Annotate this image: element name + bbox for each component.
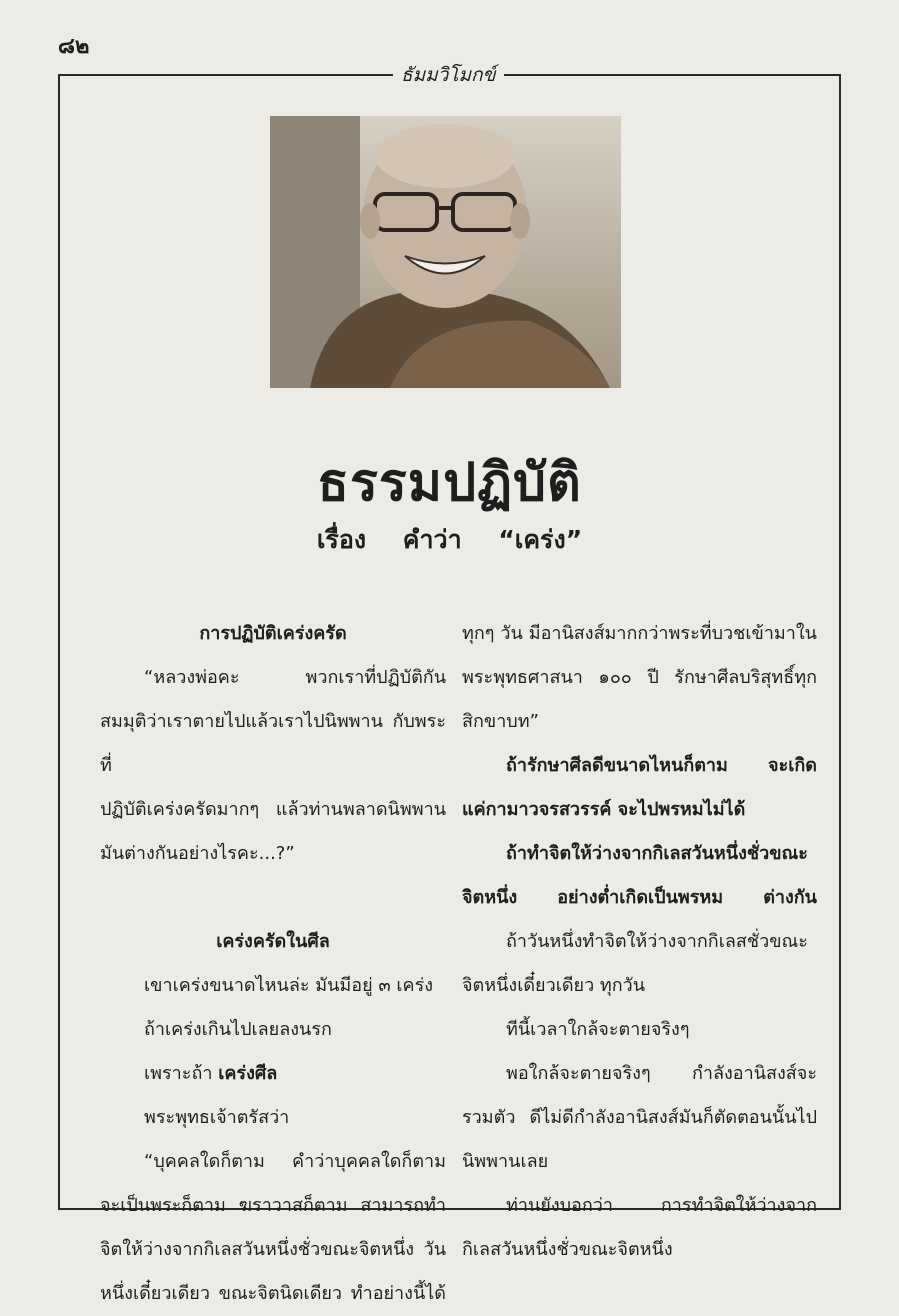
article-subtitle [58,520,841,560]
article-title: ธรรมปฏิบัติ [317,452,582,513]
running-head: ธัมมวิโมกข์ [393,60,504,90]
left-column [100,612,446,1316]
section-heading-2: เคร่งครัดในศีล [216,931,330,952]
right-line: ทีนี้เวลาใกล้จะตายจริงๆ [506,1019,690,1040]
right-line: รวมตัว ดีไม่ดีกำลังอานิสงส์มันก็ตัดตอนนั้นไป [462,1107,817,1128]
section-heading-1: การปฏิบัติเคร่งครัด [199,623,347,644]
left-line: “บุคคลใดก็ตาม คำว่าบุคคลใดก็ตาม [144,1151,446,1172]
left-line: เขาเคร่งขนาดไหนล่ะ มันมีอยู่ ๓ เคร่ง [144,975,434,996]
left-line: หนึ่งเดี๋ยวเดียว ขณะจิตนิดเดียว ทำอย่างนี้ได้ [100,1283,446,1304]
right-line: ทุกๆ วัน มีอานิสงส์มากกว่าพระที่บวชเข้ามาใน [462,623,817,644]
left-line [100,1052,446,1096]
monk-photo [270,116,621,388]
left-line: ถ้าเคร่งเกินไปเลยลงนรก [144,1019,332,1040]
right-line: สิกขาบท” [462,711,539,732]
left-line-bold: เคร่งศีล [218,1063,278,1084]
left-line: จะเป็นพระก็ตาม ฆราวาสก็ตาม สามารถทำ [100,1195,446,1216]
right-line-bold: จิตหนึ่ง อย่างต่ำเกิดเป็นพรหม ต่างกัน [462,887,817,908]
subtitle-word-1: เรื่อง [316,525,367,554]
monk-portrait-icon [270,116,621,388]
right-line-bold: ถ้ารักษาศีลดีขนาดไหนก็ตาม จะเกิด [506,755,817,776]
left-line: “หลวงพ่อคะ พวกเราที่ปฏิบัติกัน [144,667,446,688]
left-line: ปฏิบัติเคร่งครัดมากๆ แล้วท่านพลาดนิพพาน [100,799,446,820]
page-number: ๘๒ [58,34,90,59]
left-line: จิตให้ว่างจากกิเลสวันหนึ่งชั่วขณะจิตหนึ่ง วัน [100,1239,446,1260]
right-line: ถ้าวันหนึ่งทำจิตให้ว่างจากกิเลสชั่วขณะ [506,931,808,952]
subtitle-word-3: “เคร่ง” [498,525,583,554]
right-line: พระพุทธศาสนา ๑๐๐ ปี รักษาศีลบริสุทธิ์ทุก [462,667,817,688]
right-line: นิพพานเลย [462,1151,549,1172]
right-line-bold: ถ้าทำจิตให้ว่างจากกิเลสวันหนึ่งชั่วขณะ [506,843,808,864]
subtitle-word-2: คำว่า [402,525,462,554]
right-line: กิเลสวันหนึ่งชั่วขณะจิตหนึ่ง [462,1239,673,1260]
left-line: พระพุทธเจ้าตรัสว่า [144,1107,290,1128]
right-column [462,612,817,1272]
left-line: สมมุติว่าเราตายไปแล้วเราไปนิพพาน กับพระที่ [100,711,446,776]
right-line: จิตหนึ่งเดี๋ยวเดียว ทุกวัน [462,975,646,996]
right-line: ท่านยังบอกว่า การทำจิตให้ว่างจาก [506,1195,817,1216]
left-line-part: เพราะถ้า [144,1063,219,1084]
right-line-bold: แค่กามาวจรสวรรค์ จะไปพรหมไม่ได้ [462,799,746,820]
right-line: พอใกล้จะตายจริงๆ กำลังอานิสงส์จะ [506,1063,817,1084]
left-line: มันต่างกันอย่างไรคะ...?” [100,843,295,864]
